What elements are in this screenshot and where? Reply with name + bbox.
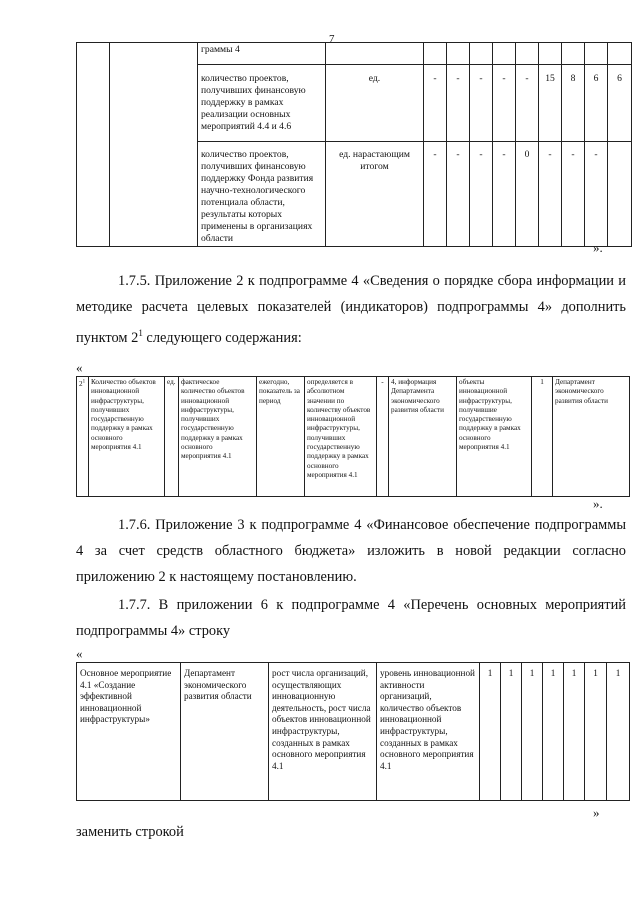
value-cell: 1	[543, 663, 564, 801]
value-cell: 6	[585, 65, 608, 142]
close-quote: »	[593, 805, 600, 820]
expected-result: рост числа организаций, осуществляющих инновационную деятельность, рост числа объектов инновационной инфраструктуры, созданных в рамках основного мероприятия 4.1	[269, 663, 377, 801]
row-number-text: $2^1$	[79, 380, 86, 389]
value-cell: 1	[501, 663, 522, 801]
value-cell	[608, 142, 632, 247]
executor: Департамент экономического развития области	[181, 663, 269, 801]
value-cell: -	[562, 142, 585, 247]
observation-object: объекты инновационной инфраструктуры, получившие государственную поддержку в рамках основного мероприятия 4.1	[457, 377, 532, 497]
value-cell: 1	[480, 663, 501, 801]
indicator-name: количество проектов, получивших финансовую поддержку в рамках реализации основных мероприятий 4.4 и 4.6	[198, 65, 326, 142]
paragraph-1-7-6: 1.7.6. Приложение 3 к подпрограмме 4 «Финансовое обеспечение подпрограммы 4 за счет средств областного бюджета» изложить в новой редакции согласно приложению 2 к настоящему постановлению.	[76, 517, 626, 585]
unit: ед.	[165, 377, 179, 497]
value-cell: 1	[522, 663, 543, 801]
indicator-link: уровень инновационной активности организаций, количество объектов инновационной инфраструктуры, созданных в рамках основного мероприятия 4.1	[377, 663, 480, 801]
value-cell: -	[539, 142, 562, 247]
close-quote: ».	[593, 240, 603, 255]
page-number: 7	[329, 33, 335, 45]
value-cell: -	[424, 142, 447, 247]
value-cell: 8	[562, 65, 585, 142]
data-source: 4, информация Департамента экономического развития области	[389, 377, 457, 497]
value-cell: 1	[607, 663, 630, 801]
table-row	[77, 663, 630, 801]
paragraph-1-7-7: 1.7.7. В приложении 6 к подпрограмме 4 «Перечень основных мероприятий подпрограммы 4» строку	[76, 597, 626, 639]
value-cell: 1	[564, 663, 585, 801]
calculation-method: определяется в абсолютном значении по количеству объектов инновационной инфраструктуры, получивших государственную поддержку в рамках основного мероприятия 4.1	[305, 377, 377, 497]
paragraph-replace-with: заменить строкой	[76, 824, 184, 840]
value-cell: -	[447, 142, 470, 247]
indicator-name: Количество объектов инновационной инфраструктуры, получивших государственную поддержку в рамках основного мероприятия 4.1	[89, 377, 165, 497]
indicator-name: количество проектов, получивших финансовую поддержку Фонда развития научно-технологического потенциала области, результаты которых применены в организациях области	[198, 142, 326, 247]
open-quote: «	[76, 360, 83, 375]
indicator-name: граммы 4	[198, 43, 326, 65]
definition: фактическое количество объектов инновационной инфраструктуры, получивших государственную поддержку в рамках основного мероприятия 4.1	[179, 377, 257, 497]
paragraph-1-7-5	[76, 268, 626, 351]
row-number	[77, 377, 89, 497]
value-cell: -	[424, 65, 447, 142]
table-cell	[110, 43, 198, 247]
events-table-row	[76, 662, 630, 801]
table-row	[77, 43, 632, 65]
value-cell: 6	[608, 65, 632, 142]
close-quote: ».	[593, 496, 603, 511]
value-cell: -	[585, 142, 608, 247]
value-cell: -	[447, 65, 470, 142]
period: ежегодно, показатель за период	[257, 377, 305, 497]
value-cell: -	[493, 65, 516, 142]
indicators-table-fragment	[76, 42, 632, 247]
open-quote: «	[76, 646, 83, 661]
unit: ед.	[326, 65, 424, 142]
value-cell: -	[493, 142, 516, 247]
value-cell: 1	[585, 663, 607, 801]
event-name: Основное мероприятие 4.1 «Создание эффективной инновационной инфраструктуры»	[77, 663, 181, 801]
value-cell: -	[470, 142, 493, 247]
table-row	[77, 377, 630, 497]
value-cell: -	[516, 65, 539, 142]
value-cell: -	[470, 65, 493, 142]
value-cell: 0	[516, 142, 539, 247]
method-table-row	[76, 376, 630, 497]
unit: ед. нарастающим итогом	[326, 142, 424, 247]
unit	[326, 43, 424, 65]
paragraph-text: 1.7.5. Приложение 2 к подпрограмме 4 «Сведения о порядке сбора информации и методике расчета целевых показателей (индикаторов) подпрограммы 4» дополнить пунктом $2^1$ следующего содержания:	[76, 273, 626, 346]
value-cell: 15	[539, 65, 562, 142]
table-cell	[77, 43, 110, 247]
responsible: Департамент экономического развития области	[553, 377, 630, 497]
coverage: 1	[532, 377, 553, 497]
dash-cell: -	[377, 377, 389, 497]
